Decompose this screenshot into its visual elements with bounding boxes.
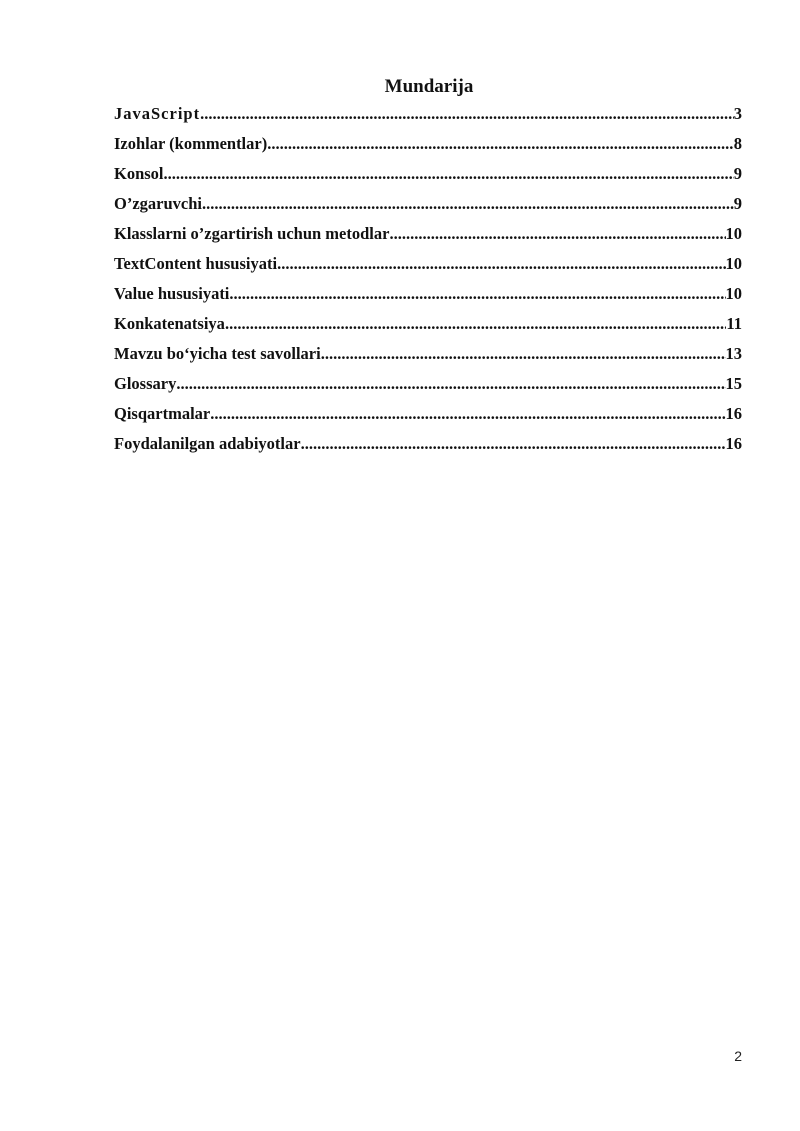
dot-leader: [202, 189, 734, 219]
toc-entry-page: 13: [725, 344, 742, 363]
toc-entry-title: O’zgaruvchi: [114, 194, 202, 213]
toc-entry[interactable]: [114, 189, 742, 219]
toc-entry[interactable]: [114, 159, 742, 189]
toc-entry-page: 9: [733, 194, 742, 213]
toc-title: Mundarija: [384, 76, 474, 97]
dot-leader: [225, 309, 726, 339]
table-of-contents: [114, 99, 742, 459]
dot-leader: [389, 219, 725, 249]
page-number: 2: [734, 1048, 742, 1064]
toc-entry-page: 3: [733, 104, 742, 123]
toc-entry-title: Foydalanilgan adabiyotlar: [114, 434, 301, 453]
toc-entry[interactable]: [114, 99, 742, 129]
toc-entry-page: 10: [725, 254, 742, 273]
toc-entry[interactable]: [114, 219, 742, 249]
toc-entry-title: TextContent hususiyati: [114, 254, 278, 273]
dot-leader: [301, 429, 726, 459]
toc-entry-page: 11: [726, 314, 742, 333]
toc-entry-page: 10: [725, 284, 742, 303]
toc-entry-page: 16: [725, 434, 742, 453]
dot-leader: [200, 99, 734, 129]
toc-entry-title: Value hususiyati: [114, 284, 230, 303]
toc-entry[interactable]: [114, 129, 742, 159]
toc-entry[interactable]: [114, 339, 742, 369]
dot-leader: [176, 369, 725, 399]
toc-entry-title: Glossary: [114, 374, 177, 393]
toc-entry-title: JavaScript: [114, 104, 201, 123]
toc-entry-title: Konkatenatsiya: [114, 314, 225, 333]
dot-leader: [229, 279, 725, 309]
toc-entry[interactable]: [114, 279, 742, 309]
toc-entry[interactable]: [114, 369, 742, 399]
dot-leader: [267, 129, 734, 159]
toc-entry-title: Klasslarni o’zgartirish uchun metodlar: [114, 224, 390, 243]
toc-entry[interactable]: [114, 249, 742, 279]
toc-entry-title: Izohlar (kommentlar): [114, 134, 268, 153]
toc-entry-page: 8: [733, 134, 742, 153]
dot-leader: [210, 399, 725, 429]
toc-entry[interactable]: [114, 309, 742, 339]
toc-entry-page: 15: [725, 374, 742, 393]
toc-entry-page: 10: [725, 224, 742, 243]
dot-leader: [164, 159, 734, 189]
toc-entry-page: 16: [725, 404, 742, 423]
dot-leader: [277, 249, 725, 279]
toc-entry-title: Konsol: [114, 164, 164, 183]
dot-leader: [321, 339, 726, 369]
toc-entry[interactable]: [114, 429, 742, 459]
toc-entry-page: 9: [733, 164, 742, 183]
toc-entry[interactable]: [114, 399, 742, 429]
toc-entry-title: Qisqartmalar: [114, 404, 211, 423]
toc-entry-title: Mavzu bo‘yicha test savollari: [114, 344, 321, 363]
